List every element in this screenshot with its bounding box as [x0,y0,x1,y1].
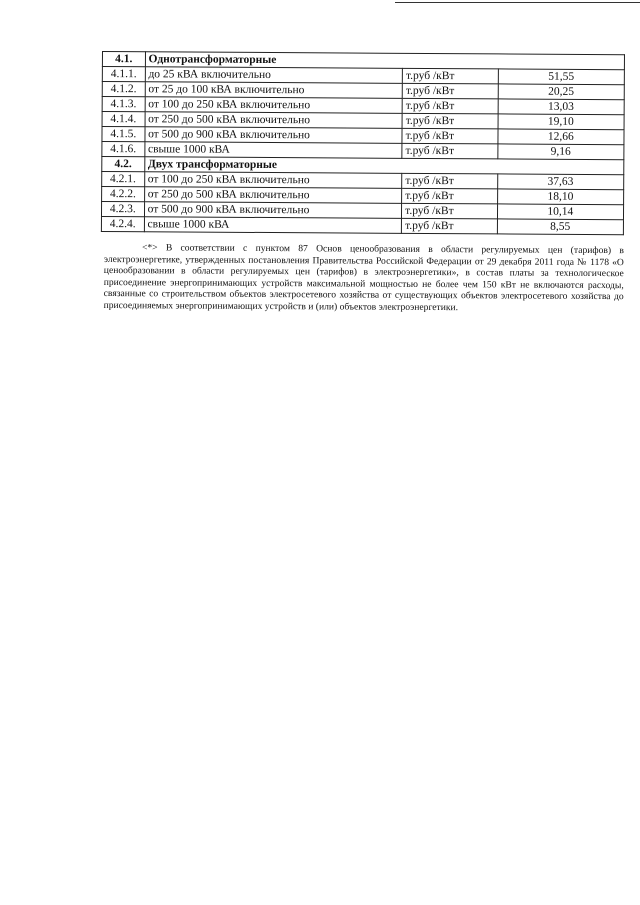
row-value: 51,55 [498,69,624,85]
row-description: свыше 1000 кВА [144,217,402,234]
row-unit: т.руб /кВт [402,98,498,114]
row-number: 4.1.5. [102,127,145,142]
footnote [104,242,624,315]
row-value: 18,10 [497,189,623,205]
row-value: 37,63 [497,174,623,190]
tariff-table [101,51,625,235]
row-number: 4.2.1. [102,172,145,187]
row-number: 4.1.4. [102,112,145,127]
row-description: от 250 до 500 кВА включительно [145,112,403,129]
section-number: 4.2. [102,157,145,172]
row-value: 12,66 [498,129,624,145]
row-unit: т.руб /кВт [402,128,498,144]
row-value: 13,03 [498,99,624,115]
section-title: Однотрансформаторные [145,52,624,70]
top-border-line [395,2,640,3]
row-description: от 100 до 250 кВА включительно [145,97,403,114]
row-description: от 500 до 900 кВА включительно [144,202,402,219]
row-unit: т.руб /кВт [402,218,498,234]
row-unit: т.руб /кВт [402,143,498,159]
section-number: 4.1. [102,52,145,67]
table-row [101,216,623,234]
row-value: 9,16 [497,144,623,160]
row-description: от 250 до 500 кВА включительно [144,187,402,204]
row-number: 4.2.3. [101,202,144,217]
row-number: 4.2.2. [102,187,145,202]
row-unit: т.руб /кВт [402,68,498,84]
row-description: до 25 кВА включительно [145,67,403,84]
row-description: от 500 до 900 кВА включительно [145,127,403,144]
row-unit: т.руб /кВт [402,113,498,129]
row-value: 10,14 [497,204,623,220]
row-unit: т.руб /кВт [402,173,498,189]
row-number: 4.1.2. [102,82,145,97]
row-description: свыше 1000 кВА [144,142,402,159]
row-unit: т.руб /кВт [402,83,498,99]
row-description: от 100 до 250 кВА включительно [144,172,402,189]
row-number: 4.1.6. [102,142,145,157]
row-value: 20,25 [498,84,624,100]
row-unit: т.руб /кВт [402,203,498,219]
row-unit: т.руб /кВт [402,188,498,204]
row-value: 19,10 [498,114,624,130]
row-number: 4.1.3. [102,97,145,112]
row-description: от 25 до 100 кВА включительно [145,82,403,99]
footnote-text: <*> В соответствии с пунктом 87 Основ ценообразования в области регулируемых цен (тарифов) в электроэнергетике, утвержденных постановления Правительства Российской Федерации от 29 декабря 2011 года № 1178 «О ценообразовании в области регулируемых цен (тарифов) в электроэнергетики», в состав платы за технологическое присоединение энергопринимающих устройств максимальной мощностью не более чем 150 кВт не включаются расходы, связанные со строительством объектов электросетевого хозяйства от существующих объектов электросетевого хозяйства до присоединяемых энергопринимающих устройств и (или) объектов электроэнергетики. [103,242,624,314]
section-title: Двух трансформаторные [144,157,623,175]
row-number: 4.2.4. [101,216,144,231]
row-number: 4.1.1. [102,67,145,82]
row-value: 8,55 [497,219,623,235]
tariff-table-body [101,52,624,235]
